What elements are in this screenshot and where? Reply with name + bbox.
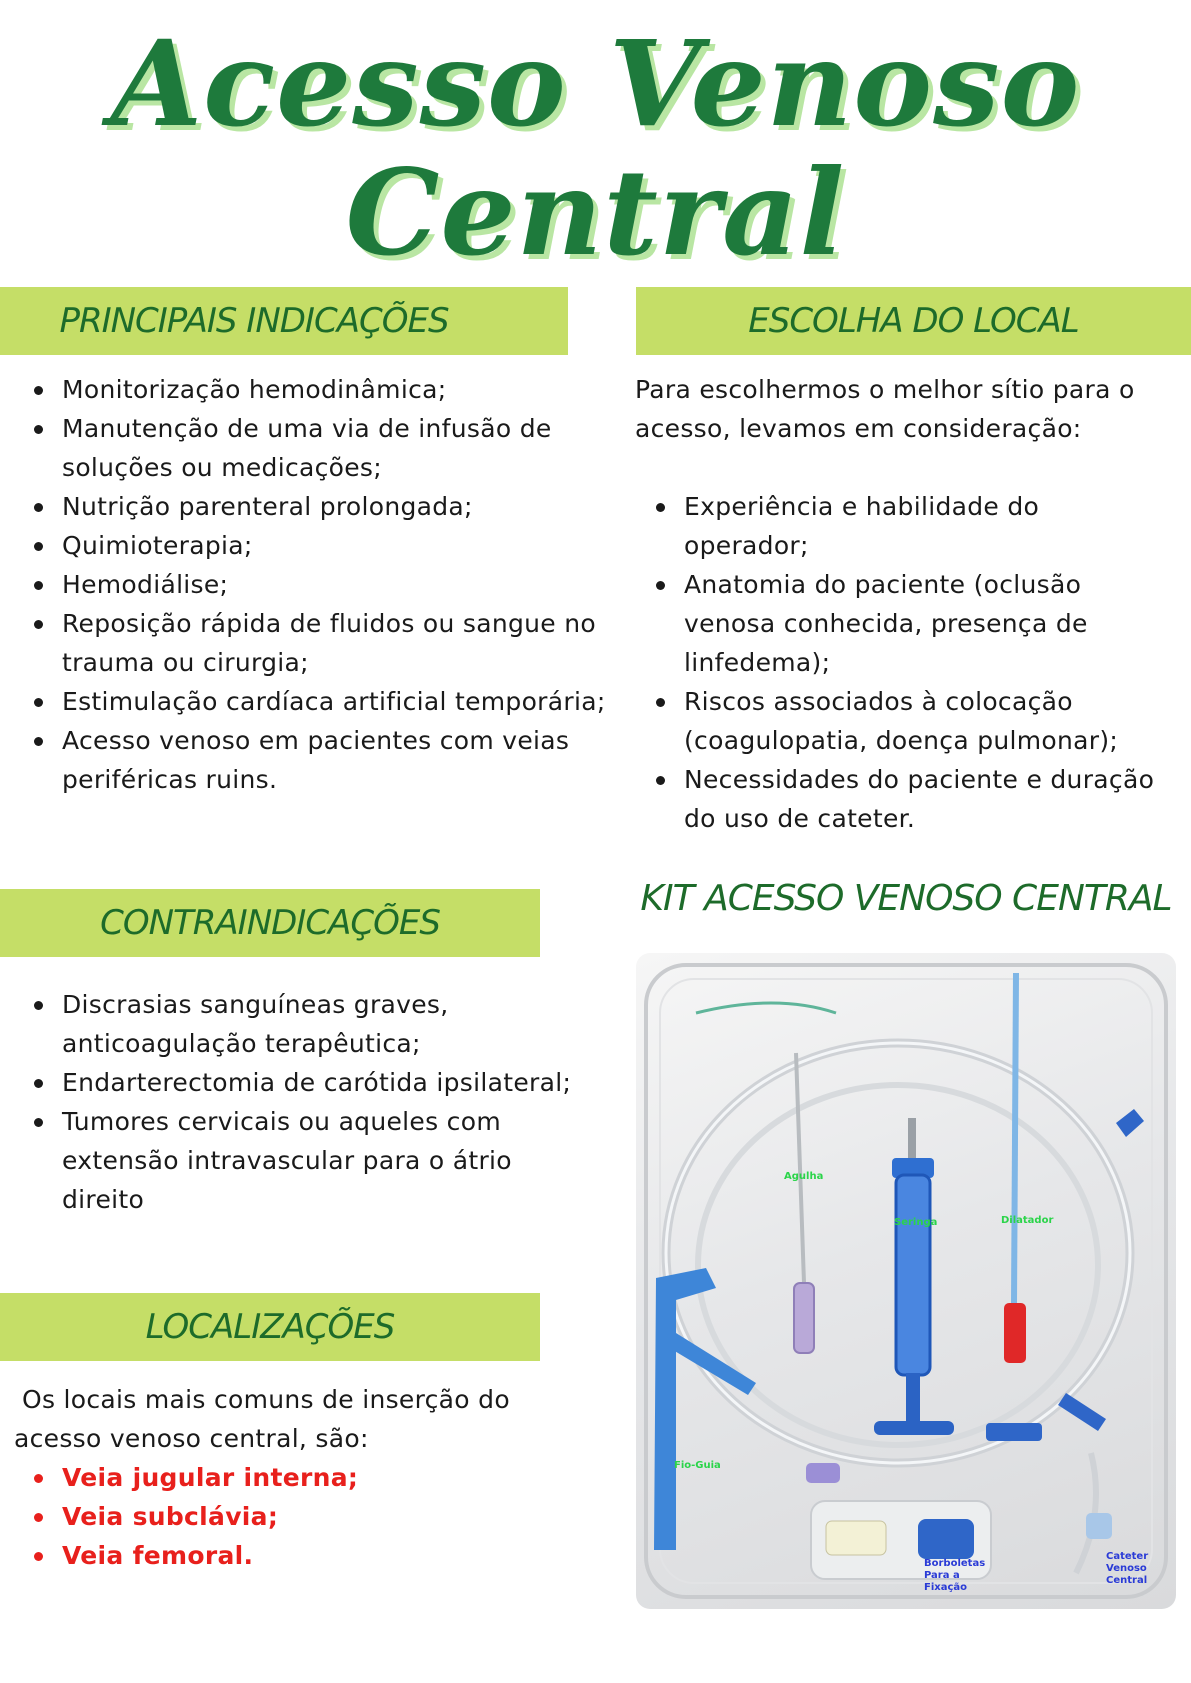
localizacoes-list (30, 1458, 570, 1575)
list-item: Estimulação cardíaca artificial temporária; (30, 682, 610, 721)
contra-list (30, 985, 590, 1219)
label-agulha: Agulha (784, 1171, 824, 1182)
localizacoes-intro: Os locais mais comuns de inserção do acesso venoso central, são: (14, 1385, 510, 1453)
list-item: Nutrição parenteral prolongada; (30, 487, 610, 526)
label-dilatador: Dilatador (1001, 1215, 1054, 1226)
list-item: Veia subclávia; (30, 1497, 570, 1536)
list-item: Acesso venoso em pacientes com veias periféricas ruins. (30, 721, 610, 799)
list-item: Reposição rápida de fluidos ou sangue no trauma ou cirurgia; (30, 604, 610, 682)
list-item: Experiência e habilidade do operador; (652, 487, 1172, 565)
list-item: Anatomia do paciente (oclusão venosa conhecida, presença de linfedema); (652, 565, 1172, 682)
label-fio-guia: Fio-Guia (674, 1460, 721, 1471)
kit-photo (636, 953, 1176, 1609)
indicacoes-list (30, 370, 610, 799)
list-item: Tumores cervicais ou aqueles com extensão intravascular para o átrio direito (30, 1102, 590, 1219)
list-item: Monitorização hemodinâmica; (30, 370, 610, 409)
list-item: Veia jugular interna; (30, 1458, 570, 1497)
contra-heading: CONTRAINDICAÇÕES (0, 889, 540, 957)
list-item: Endarterectomia de carótida ipsilateral; (30, 1063, 590, 1102)
escolha-list (652, 487, 1172, 838)
list-item: Manutenção de uma via de infusão de soluções ou medicações; (30, 409, 610, 487)
page-title-line-1: Acesso Venoso (110, 14, 1081, 153)
label-borboletas: Borboletas Para a Fixação (924, 1558, 986, 1593)
kit-heading: KIT ACESSO VENOSO CENTRAL (640, 878, 1172, 919)
label-seringa: Seringa (894, 1217, 938, 1228)
list-item: Quimioterapia; (30, 526, 610, 565)
list-item: Veia femoral. (30, 1536, 570, 1575)
list-item: Necessidades do paciente e duração do uso de cateter. (652, 760, 1172, 838)
indicacoes-heading: PRINCIPAIS INDICAÇÕES (0, 287, 568, 355)
list-item: Riscos associados à colocação (coagulopatia, doença pulmonar); (652, 682, 1172, 760)
label-cateter: Cateter Venoso Central (1106, 1551, 1149, 1586)
page-title-line-2: Central (345, 143, 846, 282)
escolha-heading: ESCOLHA DO LOCAL (636, 287, 1191, 355)
localizacoes-heading: LOCALIZAÇÕES (0, 1293, 540, 1361)
list-item: Discrasias sanguíneas graves, anticoagulação terapêutica; (30, 985, 590, 1063)
list-item: Hemodiálise; (30, 565, 610, 604)
kit-illustration (636, 953, 1176, 1609)
escolha-intro: Para escolhermos o melhor sítio para o acesso, levamos em consideração: (635, 375, 1135, 443)
